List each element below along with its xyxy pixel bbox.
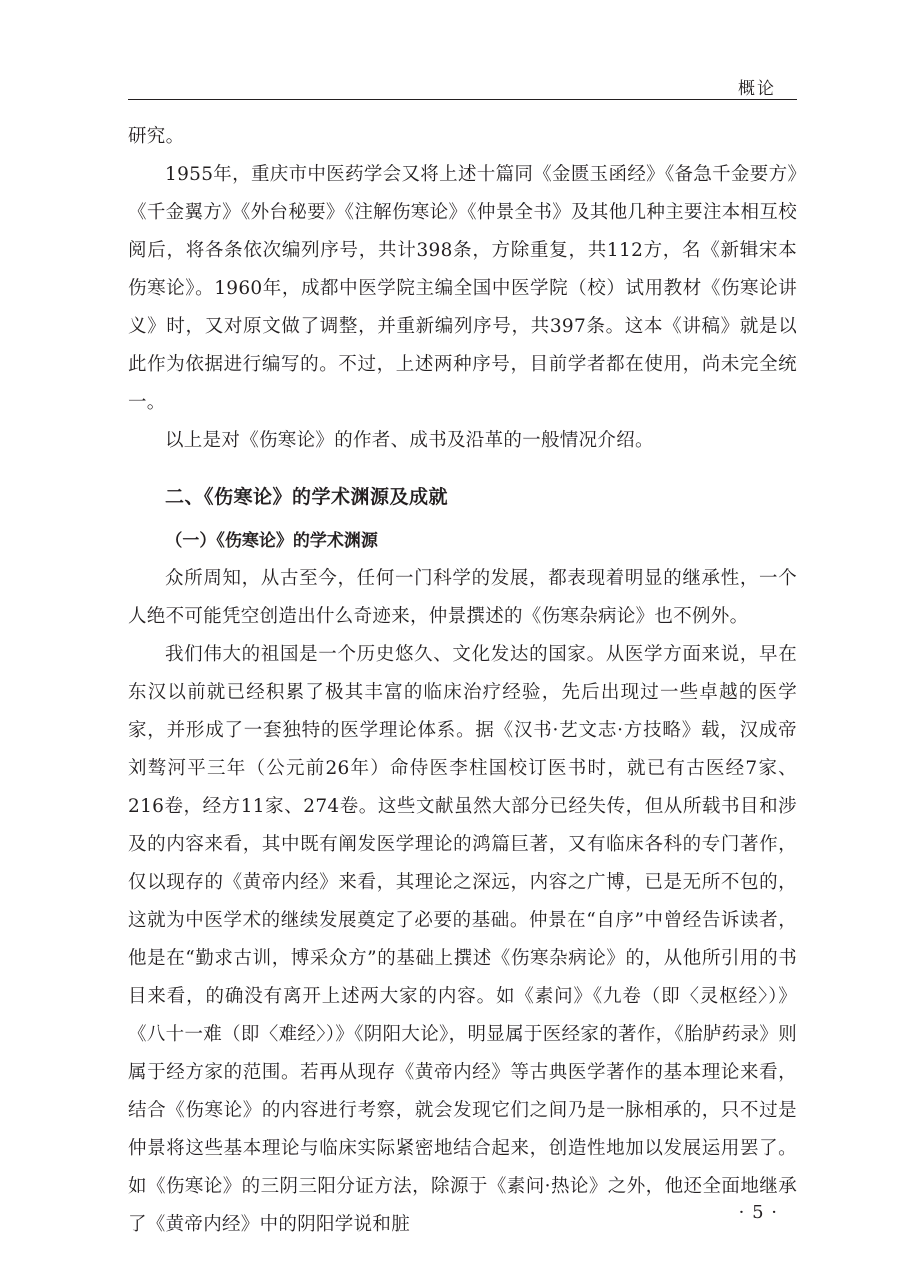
- paragraph-summary: 以上是对《伤寒论》的作者、成书及沿革的一般情况介绍。: [165, 430, 654, 451]
- paragraph-edition-history: 1955年，重庆市中医药学会又将上述十篇同《金匮玉函经》《备急千金要方》《千金翼方》《外台秘要》《注解伤寒论》《仲景全书》及其他几种主要注本相互校阅后，将各条依次编列序号，共计398条，方除重复，共112方，名《新辑宋本伤寒论》。1960年，成都中医学院主编全国中医学院（校）试用教材《伤寒论讲义》时，又对原文做了调整，并重新编列序号，共397条。这本《讲稿》就是以此作为依据进行编写的。不过，上述两种序号，目前学者都在使用，尚未完全统一。: [128, 164, 797, 413]
- paragraph-inheritance: 众所周知，从古至今，任何一门科学的发展，都表现着明显的继承性，一个人绝不可能凭空创造出什么奇迹来，仲景撰述的《伤寒杂病论》也不例外。: [128, 568, 797, 627]
- paragraph-medical-history: 我们伟大的祖国是一个历史悠久、文化发达的国家。从医学方面来说，早在东汉以前就已经积累了极其丰富的临床治疗经验，先后出现过一些卓越的医学家，并形成了一套独特的医学理论体系。据《汉书·艺文志·方技略》载，汉成帝刘骜河平三年（公元前26年）命侍医李柱国校订医书时，就已有古医经7家、216卷，经方11家、274卷。这些文献虽然大部分已经失传，但从所载书目和涉及的内容来看，其中既有阐发医学理论的鸿篇巨著，又有临床各科的专门著作，仅以现存的《黄帝内经》来看，其理论之深远，内容之广博，已是无所不包的，这就为中医学术的继续发展奠定了必要的基础。仲景在“自序”中曾经告诉读者，他是在“勤求古训，博采众方”的基础上撰述《伤寒杂病论》的，从他所引用的书目来看，的确没有离开上述两大家的内容。如《素问》《九卷（即〈灵枢经〉）》《八十一难（即〈难经〉）》《阴阳大论》，明显属于医经家的著作，《胎胪药录》则属于经方家的范围。若再从现存《黄帝内经》等古典医学著作的基本理论来看，结合《伤寒论》的内容进行考察，就会发现它们之间乃是一脉相承的，只不过是仲景将这些基本理论与临床实际紧密地结合起来，创造性地加以发展运用罢了。如《伤寒论》的三阴三阳分证方法，除源于《素问·热论》之外，他还全面地继承了《黄帝内经》中的阴阳学说和脏: [128, 644, 797, 1235]
- subsection-heading: （一）《伤寒论》的学术渊源: [165, 531, 378, 551]
- header-rule: [128, 99, 797, 100]
- running-head-title: 概论: [738, 79, 776, 99]
- paragraph-continuation: 研究。: [128, 126, 185, 147]
- section-heading: 二、《伤寒论》的学术渊源及成就: [165, 486, 449, 508]
- page-number: · 5 ·: [738, 1202, 778, 1223]
- page-body: [128, 118, 797, 1244]
